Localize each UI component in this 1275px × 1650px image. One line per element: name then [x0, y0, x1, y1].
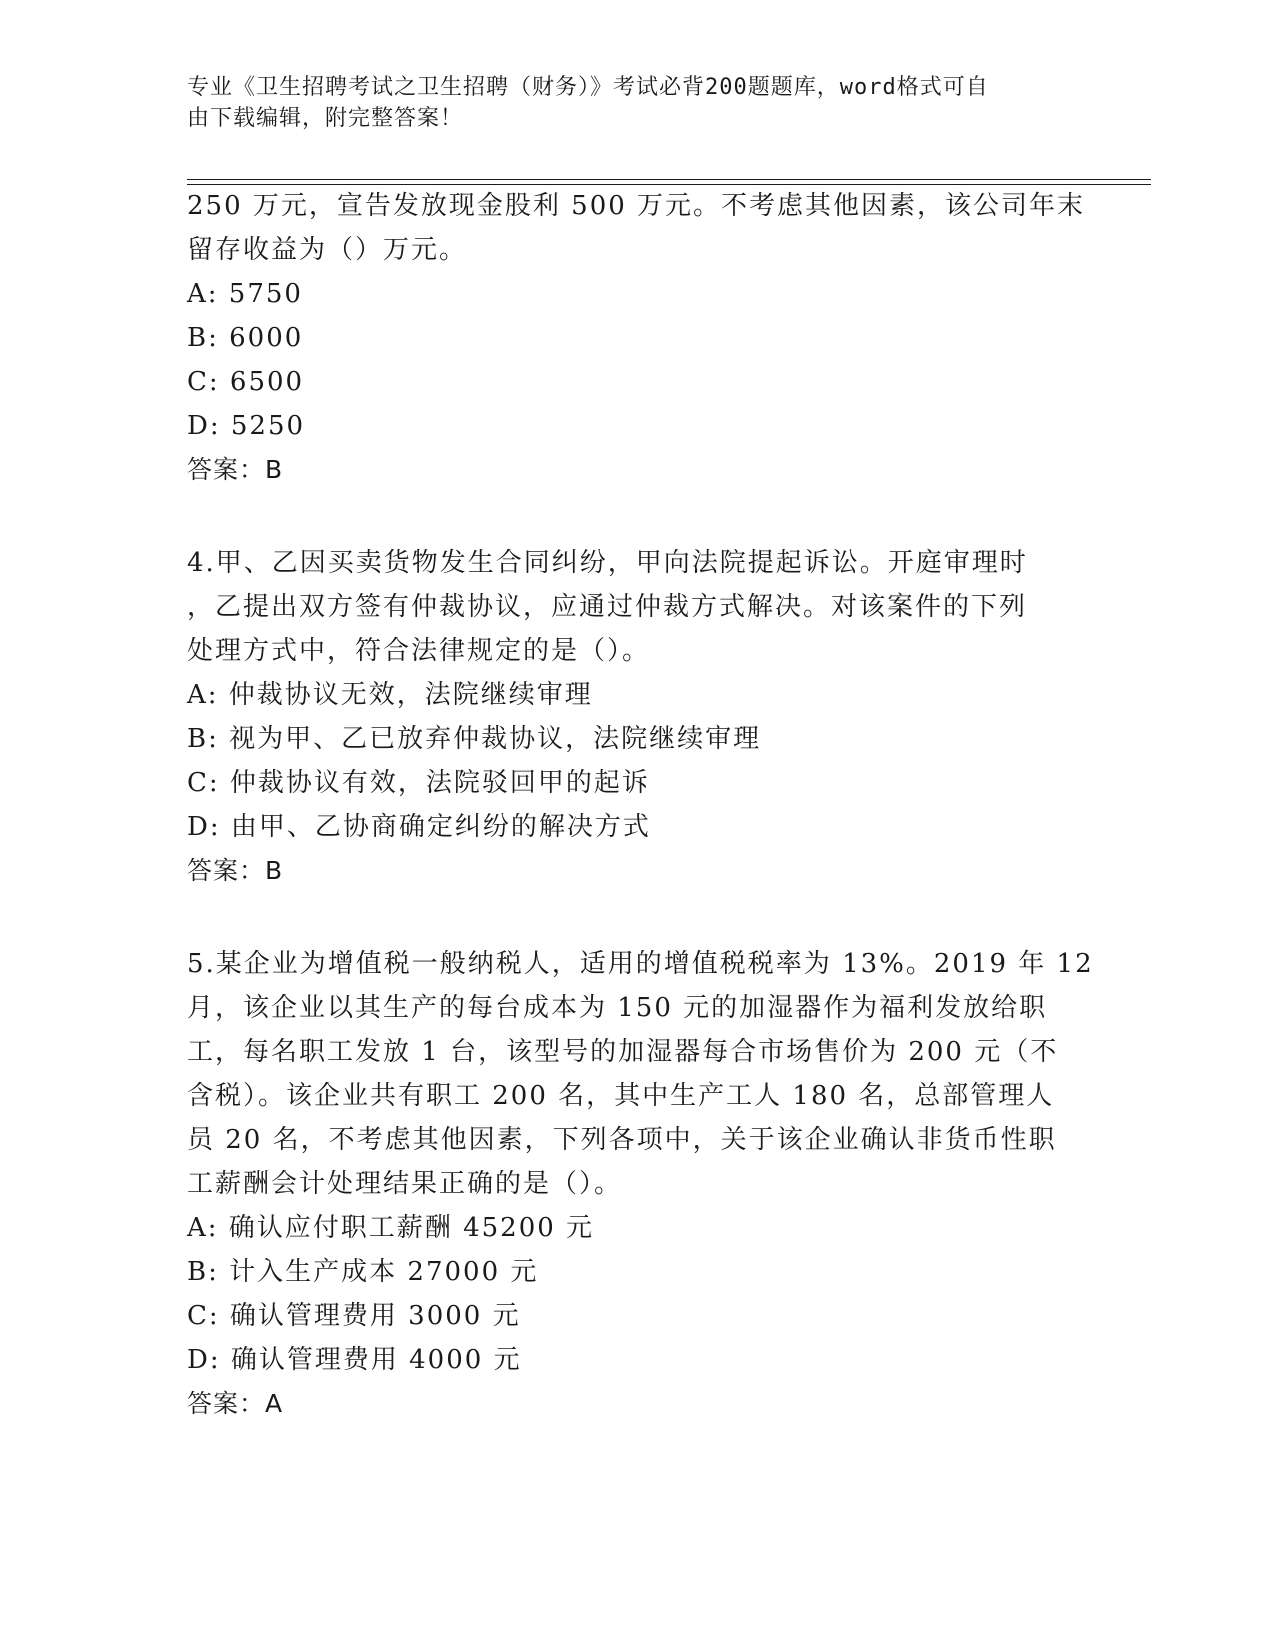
answer-line: 答案：A [187, 1389, 284, 1418]
question-stem-line: 处理方式中，符合法律规定的是（）。 [187, 636, 651, 666]
document-header [187, 72, 1067, 134]
option-d: D: 确认管理费用 4000 元 [187, 1345, 522, 1375]
option-d: D: 5250 [187, 411, 306, 441]
header-divider-top [187, 179, 1151, 180]
option-b: B: 视为甲、乙已放弃仲裁协议，法院继续审理 [187, 724, 762, 754]
option-b: B: 6000 [187, 323, 304, 353]
option-a: A: 仲裁协议无效，法院继续审理 [187, 680, 593, 710]
question-stem-line: 4.甲、乙因买卖货物发生合同纠纷，甲向法院提起诉讼。开庭审理时 [187, 548, 1028, 578]
question-stem-line: 工薪酬会计处理结果正确的是（）。 [187, 1169, 623, 1199]
option-c: C: 确认管理费用 3000 元 [187, 1301, 521, 1331]
question-stem-line: 留存收益为（）万元。 [187, 235, 468, 265]
question-stem-line: 月，该企业以其生产的每台成本为 150 元的加湿器作为福利发放给职 [187, 993, 1048, 1023]
question-stem-line: ，乙提出双方签有仲裁协议，应通过仲裁方式解决。对该案件的下列 [187, 592, 1028, 622]
option-c: C: 仲裁协议有效，法院驳回甲的起诉 [187, 768, 650, 798]
header-line-2: 由下载编辑，附完整答案！ [187, 106, 464, 131]
option-b: B: 计入生产成本 27000 元 [187, 1257, 539, 1287]
option-d: D: 由甲、乙协商确定纠纷的解决方式 [187, 812, 651, 842]
question-stem-line: 员 20 名，不考虑其他因素，下列各项中，关于该企业确认非货币性职 [187, 1125, 1057, 1155]
question-stem-line: 5.某企业为增值税一般纳税人，适用的增值税税率为 13%。2019 年 12 [187, 949, 1094, 979]
header-line-1: 专业《卫生招聘考试之卫生招聘（财务）》考试必背200题题库，word格式可自 [187, 75, 989, 100]
option-a: A: 确认应付职工薪酬 45200 元 [187, 1213, 595, 1243]
header-divider-bottom [187, 184, 1151, 185]
question-stem-line: 工，每名职工发放 1 台，该型号的加湿器每合市场售价为 200 元（不 [187, 1037, 1059, 1067]
answer-line: 答案：B [187, 856, 284, 885]
option-c: C: 6500 [187, 367, 305, 397]
question-stem-line: 含税）。该企业共有职工 200 名，其中生产工人 180 名，总部管理人 [187, 1081, 1055, 1111]
answer-line: 答案：B [187, 455, 284, 484]
question-stem-line: 250 万元，宣告发放现金股利 500 万元。不考虑其他因素，该公司年末 [187, 191, 1086, 221]
option-a: A: 5750 [187, 279, 303, 309]
